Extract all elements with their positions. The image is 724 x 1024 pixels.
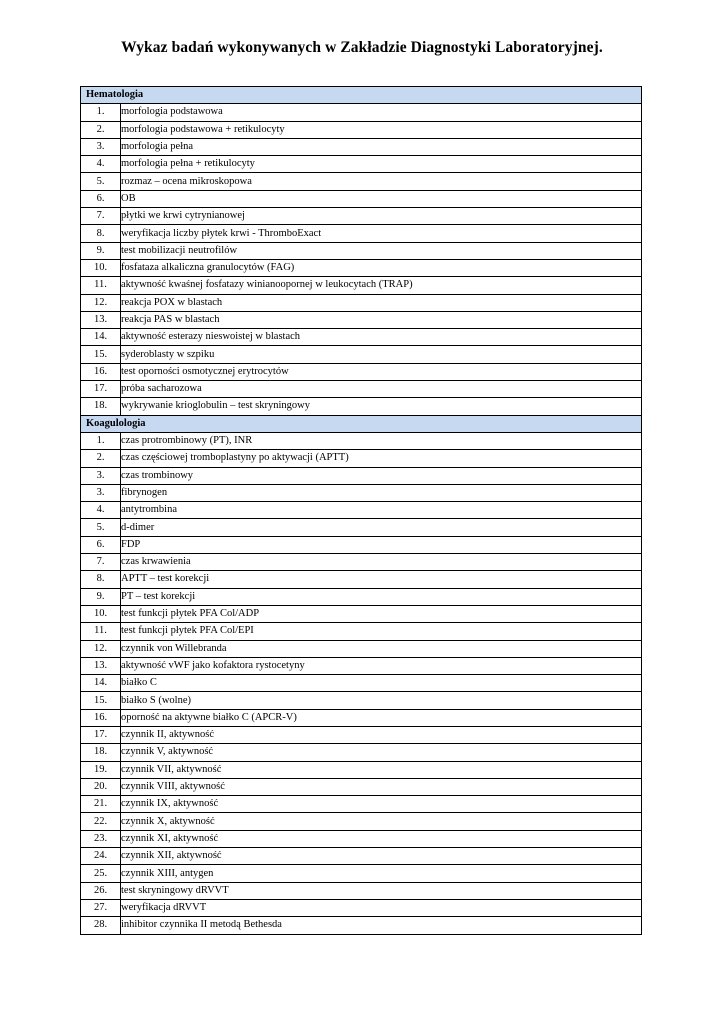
- exam-name: czynnik XII, aktywność: [121, 848, 642, 865]
- row-number: 25.: [81, 865, 121, 882]
- exam-name: aktywność kwaśnej fosfatazy winianoopornej w leukocytach (TRAP): [121, 277, 642, 294]
- row-number: 3.: [81, 138, 121, 155]
- table-row: [81, 882, 642, 899]
- exam-name: czynnik VII, aktywność: [121, 761, 642, 778]
- table-row: [81, 917, 642, 934]
- row-number: 1.: [81, 432, 121, 449]
- exam-name: czas protrombinowy (PT), INR: [121, 432, 642, 449]
- page-title: Wykaz badań wykonywanych w Zakładzie Diagnostyki Laboratoryjnej.: [121, 39, 603, 56]
- exam-name: test funkcji płytek PFA Col/EPI: [121, 623, 642, 640]
- exam-name: czynnik VIII, aktywność: [121, 778, 642, 795]
- exam-name: czynnik II, aktywność: [121, 726, 642, 743]
- exam-name: rozmaz – ocena mikroskopowa: [121, 173, 642, 190]
- row-number: 24.: [81, 848, 121, 865]
- table-row: [81, 346, 642, 363]
- table-row: [81, 294, 642, 311]
- row-number: 5.: [81, 173, 121, 190]
- exam-name: OB: [121, 190, 642, 207]
- row-number: 19.: [81, 761, 121, 778]
- row-number: 12.: [81, 640, 121, 657]
- table-row: [81, 225, 642, 242]
- row-number: 23.: [81, 830, 121, 847]
- table-row: [81, 813, 642, 830]
- table-row: [81, 830, 642, 847]
- exam-name: wykrywanie krioglobulin – test skryningowy: [121, 398, 642, 415]
- exam-name: fosfataza alkaliczna granulocytów (FAG): [121, 259, 642, 276]
- table-row: [81, 173, 642, 190]
- row-number: 9.: [81, 242, 121, 259]
- row-number: 8.: [81, 571, 121, 588]
- table-row: [81, 778, 642, 795]
- row-number: 17.: [81, 726, 121, 743]
- exam-name: test mobilizacji neutrofilów: [121, 242, 642, 259]
- row-number: 3.: [81, 484, 121, 501]
- table-row: [81, 450, 642, 467]
- exam-name: próba sacharozowa: [121, 381, 642, 398]
- exam-name: czynnik V, aktywność: [121, 744, 642, 761]
- row-number: 17.: [81, 381, 121, 398]
- section-header-row: [81, 415, 642, 432]
- row-number: 10.: [81, 259, 121, 276]
- table-row: [81, 121, 642, 138]
- table-row: [81, 156, 642, 173]
- row-number: 1.: [81, 104, 121, 121]
- table-row: [81, 588, 642, 605]
- table-row: [81, 363, 642, 380]
- row-number: 14.: [81, 675, 121, 692]
- exam-name: test skryningowy dRVVT: [121, 882, 642, 899]
- table-row: [81, 571, 642, 588]
- row-number: 10.: [81, 605, 121, 622]
- row-number: 6.: [81, 536, 121, 553]
- table-row: [81, 848, 642, 865]
- exam-name: płytki we krwi cytrynianowej: [121, 208, 642, 225]
- exam-name: antytrombina: [121, 502, 642, 519]
- row-number: 13.: [81, 311, 121, 328]
- table-row: [81, 709, 642, 726]
- exam-name: morfologia pełna: [121, 138, 642, 155]
- table-row: [81, 381, 642, 398]
- table-row: [81, 104, 642, 121]
- row-number: 12.: [81, 294, 121, 311]
- table-row: [81, 329, 642, 346]
- row-number: 8.: [81, 225, 121, 242]
- exam-table-body: [81, 87, 642, 935]
- row-number: 16.: [81, 709, 121, 726]
- exam-name: czas częściowej tromboplastyny po aktywacji (APTT): [121, 450, 642, 467]
- section-header: Hematologia: [81, 87, 642, 104]
- row-number: 11.: [81, 277, 121, 294]
- row-number: 20.: [81, 778, 121, 795]
- exam-name: morfologia podstawowa: [121, 104, 642, 121]
- row-number: 5.: [81, 519, 121, 536]
- exam-name: oporność na aktywne białko C (APCR-V): [121, 709, 642, 726]
- exam-name: weryfikacja dRVVT: [121, 899, 642, 916]
- table-row: [81, 467, 642, 484]
- row-number: 22.: [81, 813, 121, 830]
- exam-name: syderoblasty w szpiku: [121, 346, 642, 363]
- table-row: [81, 675, 642, 692]
- row-number: 9.: [81, 588, 121, 605]
- table-row: [81, 484, 642, 501]
- table-row: [81, 502, 642, 519]
- table-row: [81, 623, 642, 640]
- table-row: [81, 554, 642, 571]
- table-row: [81, 899, 642, 916]
- row-number: 7.: [81, 554, 121, 571]
- exam-name: czynnik von Willebranda: [121, 640, 642, 657]
- table-row: [81, 796, 642, 813]
- exam-name: czynnik X, aktywność: [121, 813, 642, 830]
- exam-name: białko S (wolne): [121, 692, 642, 709]
- table-row: [81, 726, 642, 743]
- table-row: [81, 277, 642, 294]
- exam-name: aktywność vWF jako kofaktora rystocetyny: [121, 657, 642, 674]
- table-row: [81, 692, 642, 709]
- row-number: 18.: [81, 398, 121, 415]
- row-number: 21.: [81, 796, 121, 813]
- row-number: 13.: [81, 657, 121, 674]
- table-row: [81, 640, 642, 657]
- exam-name: aktywność esterazy nieswoistej w blastach: [121, 329, 642, 346]
- table-row: [81, 536, 642, 553]
- exam-name: APTT – test korekcji: [121, 571, 642, 588]
- row-number: 2.: [81, 121, 121, 138]
- exam-name: test funkcji płytek PFA Col/ADP: [121, 605, 642, 622]
- exam-name: reakcja POX w blastach: [121, 294, 642, 311]
- exam-table: [80, 86, 642, 935]
- row-number: 7.: [81, 208, 121, 225]
- exam-name: inhibitor czynnika II metodą Bethesda: [121, 917, 642, 934]
- row-number: 11.: [81, 623, 121, 640]
- row-number: 27.: [81, 899, 121, 916]
- table-row: [81, 432, 642, 449]
- exam-name: czynnik XIII, antygen: [121, 865, 642, 882]
- exam-name: białko C: [121, 675, 642, 692]
- row-number: 14.: [81, 329, 121, 346]
- table-row: [81, 190, 642, 207]
- table-row: [81, 242, 642, 259]
- table-row: [81, 208, 642, 225]
- exam-name: czynnik IX, aktywność: [121, 796, 642, 813]
- row-number: 4.: [81, 156, 121, 173]
- exam-name: morfologia podstawowa + retikulocyty: [121, 121, 642, 138]
- row-number: 3.: [81, 467, 121, 484]
- row-number: 28.: [81, 917, 121, 934]
- exam-name: PT – test korekcji: [121, 588, 642, 605]
- exam-name: morfologia pełna + retikulocyty: [121, 156, 642, 173]
- exam-name: reakcja PAS w blastach: [121, 311, 642, 328]
- table-row: [81, 657, 642, 674]
- row-number: 2.: [81, 450, 121, 467]
- row-number: 16.: [81, 363, 121, 380]
- table-row: [81, 865, 642, 882]
- table-row: [81, 761, 642, 778]
- row-number: 26.: [81, 882, 121, 899]
- row-number: 15.: [81, 692, 121, 709]
- row-number: 6.: [81, 190, 121, 207]
- exam-name: czas krwawienia: [121, 554, 642, 571]
- exam-name: weryfikacja liczby płytek krwi - ThromboExact: [121, 225, 642, 242]
- exam-name: d-dimer: [121, 519, 642, 536]
- row-number: 18.: [81, 744, 121, 761]
- section-header-row: [81, 87, 642, 104]
- exam-name: czas trombinowy: [121, 467, 642, 484]
- table-row: [81, 519, 642, 536]
- exam-name: test oporności osmotycznej erytrocytów: [121, 363, 642, 380]
- table-row: [81, 398, 642, 415]
- exam-name: FDP: [121, 536, 642, 553]
- table-row: [81, 259, 642, 276]
- table-row: [81, 605, 642, 622]
- table-row: [81, 138, 642, 155]
- exam-name: czynnik XI, aktywność: [121, 830, 642, 847]
- row-number: 15.: [81, 346, 121, 363]
- table-row: [81, 311, 642, 328]
- row-number: 4.: [81, 502, 121, 519]
- table-row: [81, 744, 642, 761]
- exam-name: fibrynogen: [121, 484, 642, 501]
- section-header: Koagulologia: [81, 415, 642, 432]
